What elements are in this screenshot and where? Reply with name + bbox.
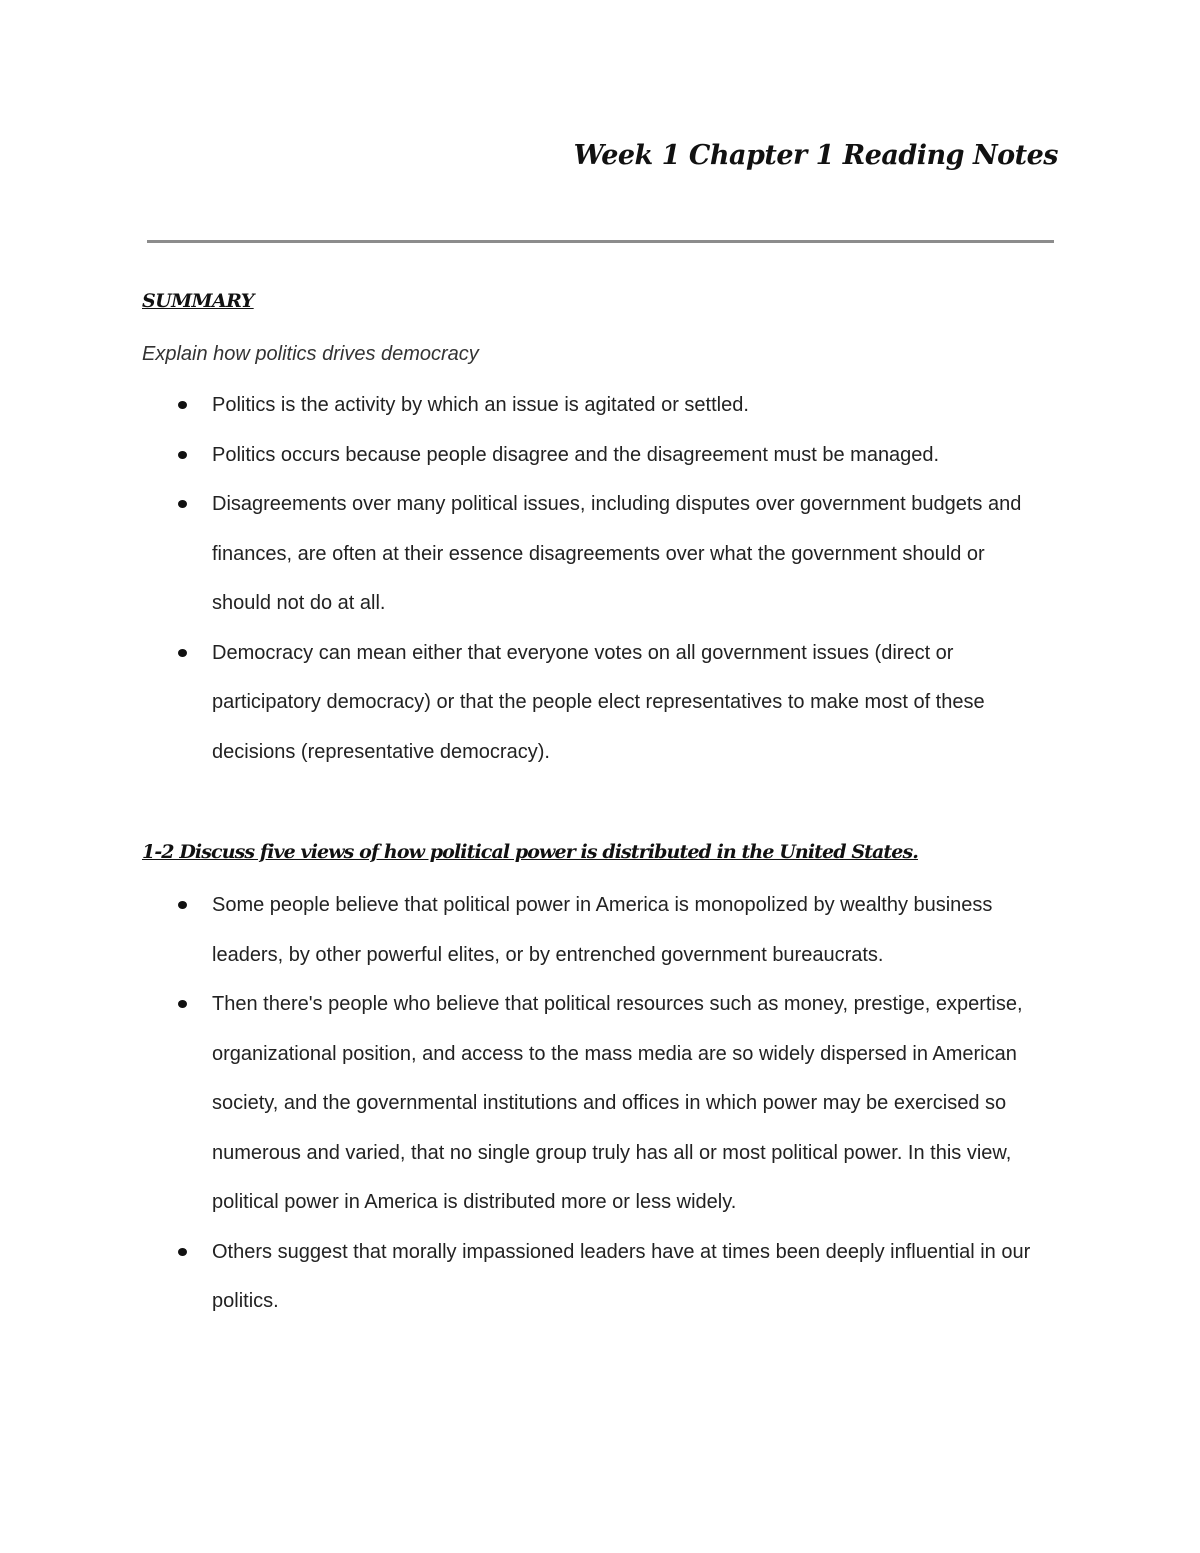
list-item-text: Disagreements over many political issues, including disputes over government budgets and finances, are often at their essence disagreements over what the government should or should not do at all. [212,493,1022,614]
list-item [0,381,1072,431]
list-item [0,480,1072,629]
horizontal-divider [147,240,1054,243]
power-views-bullet-list [0,881,1072,1327]
summary-heading: SUMMARY [142,290,254,312]
list-item [0,629,1072,778]
bullet-icon [178,1248,187,1256]
power-distribution-heading: 1-2 Discuss five views of how political power is distributed in the United States. [142,841,919,863]
list-item [0,881,1072,980]
bullet-icon [178,451,187,459]
bullet-icon [178,401,187,409]
list-item-text: Some people believe that political power in America is monopolized by wealthy business leaders, by other powerful elites, or by entrenched government bureaucrats. [212,894,993,966]
bullet-icon [178,500,187,508]
list-item-text: Politics occurs because people disagree and the disagreement must be managed. [212,443,940,466]
list-item-text: Others suggest that morally impassioned leaders have at times been deeply influential in our politics. [212,1240,1031,1312]
list-item [0,431,1072,481]
summary-bullet-list [0,381,1072,777]
list-item-text: Politics is the activity by which an issue is agitated or settled. [212,394,749,416]
list-item-text: Democracy can mean either that everyone votes on all government issues (direct or participatory democracy) or that the people elect representatives to make most of these decisions (representative democracy). [212,641,985,763]
list-item [0,980,1072,1228]
list-item-text: Then there's people who believe that political resources such as money, prestige, expertise, organizational position, and access to the mass media are so widely dispersed in American society, and the governmental institutions and offices in which power may be exercised so numerous and varied, that no single group truly has all or most political power. In this view, political power in America is distributed more or less widely. [212,993,1023,1213]
list-item [0,1228,1072,1327]
bullet-icon [178,1000,187,1008]
bullet-icon [178,649,187,657]
document-title: Week 1 Chapter 1 Reading Notes [573,140,1058,171]
bullet-icon [178,901,187,909]
summary-subheading: Explain how politics drives democracy [142,343,479,365]
